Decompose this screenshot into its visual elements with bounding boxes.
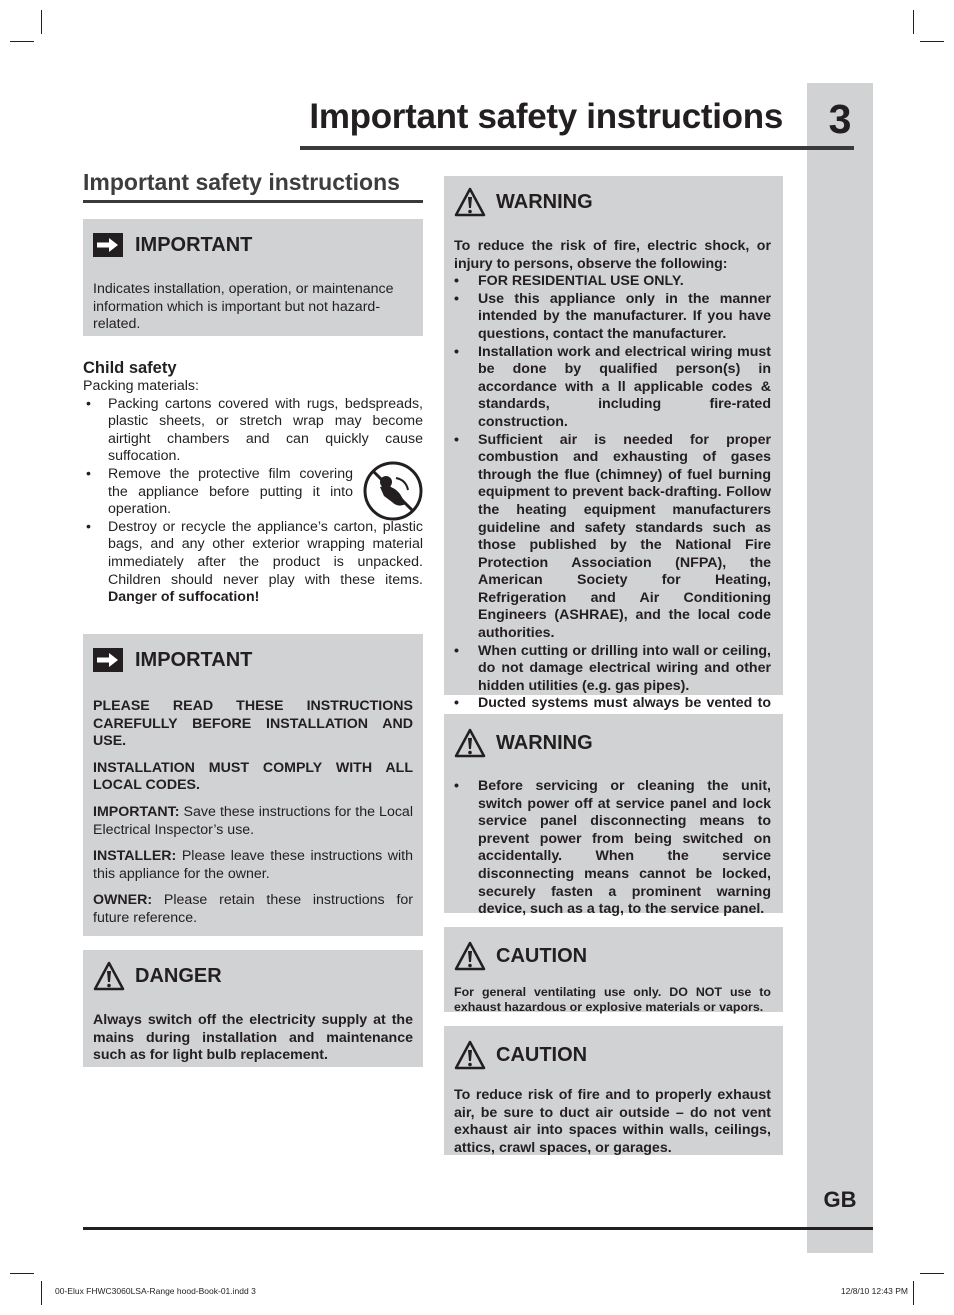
warning-box bbox=[444, 714, 783, 918]
warning-triangle-icon bbox=[454, 728, 486, 758]
important-paragraph bbox=[93, 892, 413, 927]
caution-label: CAUTION bbox=[496, 944, 588, 967]
child-safety-subheading: Packing materials: bbox=[83, 378, 199, 394]
arrow-right-icon bbox=[93, 233, 123, 257]
warning-label: WARNING bbox=[496, 190, 593, 213]
section-title: Important safety instructions bbox=[83, 169, 400, 195]
language-label: GB bbox=[823, 1187, 857, 1212]
warning-triangle-icon bbox=[454, 187, 486, 217]
list-item-text: Destroy or recycle the appliance’s carton, plastic bags, and any other exterior wrapping material immediately after the product is unpacked. Children should never play with these items. bbox=[108, 518, 423, 588]
important-label: IMPORTANT bbox=[135, 233, 253, 256]
paragraph-text: Save these instructions for the Local Electrical Inspector’s use. bbox=[93, 803, 413, 838]
important-box bbox=[83, 219, 423, 336]
caution-box bbox=[444, 1026, 783, 1155]
paragraph-label: OWNER: bbox=[93, 892, 153, 909]
warning-triangle-icon bbox=[454, 941, 486, 971]
crop-mark bbox=[41, 1281, 42, 1305]
crop-mark bbox=[913, 1281, 914, 1305]
list-item: • Packing cartons covered with rugs, bedspreads, plastic sheets, or stretch wrap may become airtight chambers and can quickly cause suffocation. bbox=[83, 396, 423, 466]
crop-mark bbox=[10, 1273, 34, 1274]
title-rule bbox=[300, 146, 854, 150]
caution-text: To reduce risk of fire and to properly exhaust air, be sure to duct air outside – do not vent exhaust air into spaces within walls, ceilings, attics, crawl spaces, or garages. bbox=[454, 1087, 771, 1156]
caution-box bbox=[444, 927, 783, 1012]
list-item: • Use this appliance only in the manner intended by the manufacturer. If you have questions, contact the manufacturer. bbox=[454, 291, 771, 344]
footer-timestamp: 12/8/10 12:43 PM bbox=[840, 1286, 908, 1296]
page-title: Important safety instructions bbox=[309, 97, 783, 136]
paragraph-label: IMPORTANT: bbox=[93, 803, 180, 820]
crop-mark bbox=[920, 1273, 944, 1274]
arrow-right-icon bbox=[93, 648, 123, 672]
list-item: • Remove the protective film covering the appliance before putting it into operation. bbox=[83, 466, 353, 519]
section-rule bbox=[83, 200, 423, 203]
important-text: Indicates installation, operation, or maintenance information which is important but not hazard-related. bbox=[93, 281, 394, 333]
warning-intro: To reduce the risk of fire, electric shock, or injury to persons, observe the following: bbox=[454, 238, 771, 272]
footer-file-info: 00-Elux FHWC3060LSA-Range hood-Book-01.indd 3 bbox=[55, 1286, 256, 1296]
list-item: • Sufficient air is needed for proper combustion and exhausting of gases through the flue (chimney) of fuel burning equipment to prevent back-drafting. Follow the heating equipment manufacturers guideline and safety standards such as those published by the National Fire Protection Association (NFPA), the American Society for Heating, Refrigeration and Air Conditioning Engineers (ASHRAE), and the local code authorities. bbox=[454, 432, 771, 643]
important-paragraph bbox=[93, 804, 413, 839]
child-with-bag-prohibition-icon bbox=[362, 460, 424, 522]
crop-mark bbox=[920, 41, 944, 42]
list-item: • Before servicing or cleaning the unit, switch power off at service panel and lock service panel disconnecting means to prevent power from being switched on accidentally. When the service disconnecting means cannot be locked, securely fasten a prominent warning device, such as a tag, to the service panel. bbox=[454, 778, 771, 919]
paragraph-text: Please retain these instructions for future reference. bbox=[93, 892, 414, 926]
warning-triangle-icon bbox=[454, 1040, 486, 1070]
paragraph-label: INSTALLER: bbox=[93, 848, 177, 865]
paragraph-text: Please leave these instructions with this appliance for the owner. bbox=[93, 848, 413, 882]
list-item: • Installation work and electrical wiring must be done by qualified person(s) in accordance with a ll applicable codes & standards, including fire-rated construction. bbox=[454, 344, 771, 432]
crop-mark bbox=[10, 41, 34, 42]
warning-triangle-icon bbox=[93, 961, 125, 991]
bottom-rule bbox=[83, 1227, 873, 1230]
crop-mark bbox=[913, 10, 914, 34]
list-item: • When cutting or drilling into wall or ceiling, do not damage electrical wiring and other hidden utilities (e.g. gas pipes). bbox=[454, 643, 771, 696]
caution-label: CAUTION bbox=[496, 1043, 588, 1066]
list-item: • Ducted systems must always be vented to bbox=[454, 695, 771, 730]
danger-box bbox=[83, 950, 423, 1067]
warning-label: WARNING bbox=[496, 731, 593, 754]
important-box bbox=[83, 634, 423, 936]
list-item bbox=[83, 519, 423, 607]
list-item: • FOR RESIDENTIAL USE ONLY. bbox=[454, 273, 771, 291]
caution-text: For general ventilating use only. DO NOT use to exhaust hazardous or explosive materials or vapors. bbox=[454, 985, 771, 1014]
side-tab bbox=[807, 83, 873, 1253]
crop-mark bbox=[41, 10, 42, 34]
child-safety-heading: Child safety bbox=[83, 359, 177, 377]
important-paragraph bbox=[93, 848, 413, 883]
important-paragraph: INSTALLATION MUST COMPLY WITH ALL LOCAL CODES. bbox=[93, 759, 413, 794]
danger-text: Always switch off the electricity supply at the mains during installation and maintenance such as for light bulb replacement. bbox=[93, 1012, 413, 1064]
danger-of-suffocation: Danger of suffocation! bbox=[108, 589, 260, 606]
important-paragraph: PLEASE READ THESE INSTRUCTIONS CAREFULLY BEFORE INSTALLATION AND USE. bbox=[93, 698, 413, 750]
page-number: 3 bbox=[828, 96, 852, 142]
important-label: IMPORTANT bbox=[135, 648, 253, 671]
warning-box bbox=[444, 176, 783, 712]
danger-label: DANGER bbox=[135, 964, 222, 987]
